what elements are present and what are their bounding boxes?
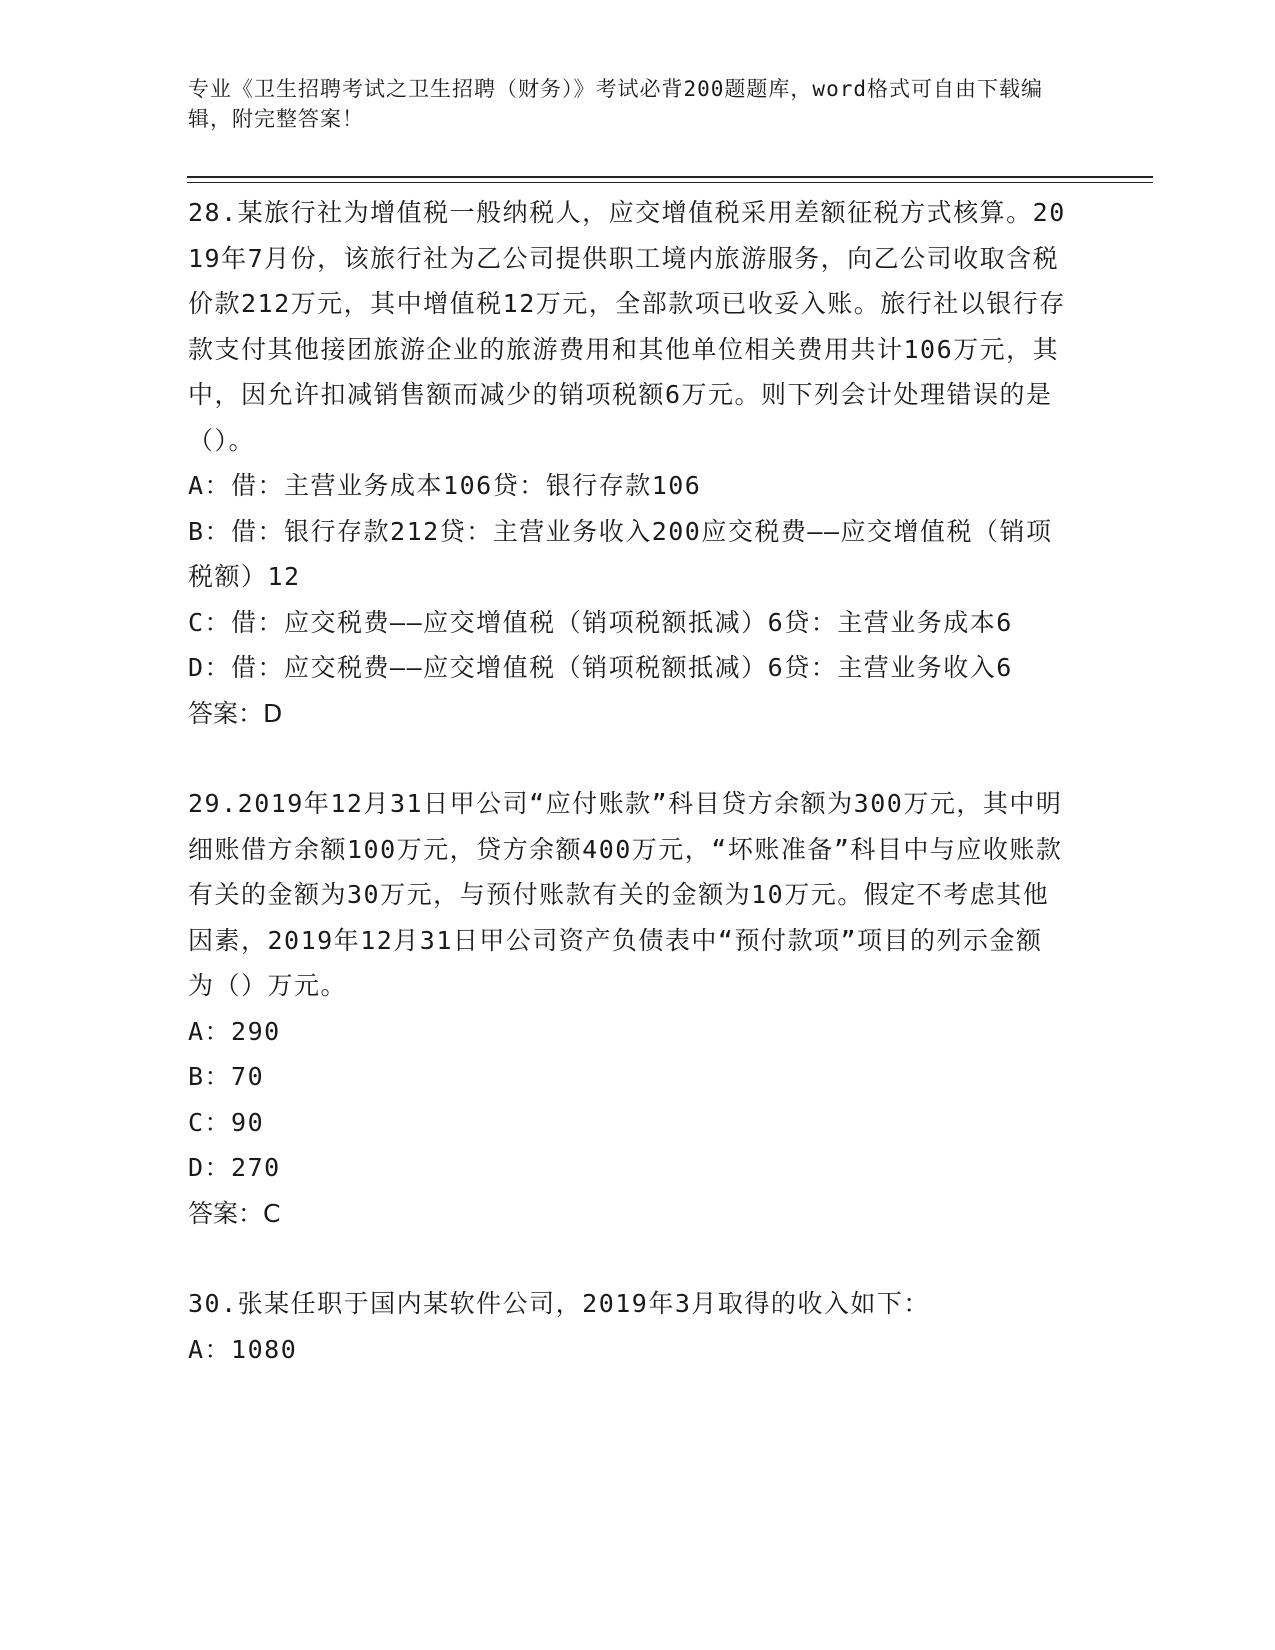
option-d: D：借：应交税费——应交增值税（销项税额抵减）6贷：主营业务收入6 (188, 653, 1013, 682)
question-spacer (188, 1236, 1068, 1281)
option-b: B：70 (188, 1062, 265, 1091)
option-a: A：1080 (188, 1334, 298, 1364)
document-header: 专业《卫生招聘考试之卫生招聘（财务）》考试必背200题题库，word格式可自由下载编辑，附完整答案！ (188, 77, 1043, 131)
option-a: A：290 (188, 1016, 281, 1046)
answer-line: 答案：C (188, 1198, 281, 1228)
question-text: 29.2019年12月31日甲公司“应付账款”科目贷方余额为300万元，其中明细账借方余额100万元，贷方余额400万元，“坏账准备”科目中与应收账款有关的金额为30万元，与预付账款有关的金额为10万元。假定不考虑其他因素，2019年12月31日甲公司资产负债表中“预付款项”项目的列示金额为（）万元。 (188, 789, 1063, 1000)
question-text: 30.张某任职于国内某软件公司，2019年3月取得的收入如下： (188, 1289, 930, 1318)
option-c: C：90 (188, 1107, 265, 1137)
option-c: C：借：应交税费——应交增值税（销项税额抵减）6贷：主营业务成本6 (188, 607, 1013, 637)
question-28 (188, 190, 1068, 736)
option-b: B：借：银行存款212贷：主营业务收入200应交税费——应交增值税（销项税额）12 (188, 516, 1053, 591)
question-30 (188, 1281, 1068, 1372)
question-text: 28.某旅行社为增值税一般纳税人，应交增值税采用差额征税方式核算。2019年7月份，该旅行社为乙公司提供职工境内旅游服务，向乙公司收取含税价款212万元，其中增值税12万元，全部款项已收妥入账。旅行社以银行存款支付其他接团旅游企业的旅游费用和其他单位相关费用共计106万元，其中，因允许扣减销售额而减少的销项税额6万元。则下列会计处理错误的是（）。 (188, 198, 1066, 455)
answer-line: 答案：D (188, 698, 283, 728)
option-d: D：270 (188, 1153, 281, 1182)
question-spacer (188, 736, 1068, 781)
option-a: A：借：主营业务成本106贷：银行存款106 (188, 471, 702, 500)
header-divider-thin (187, 182, 1153, 183)
question-29 (188, 781, 1068, 1236)
header-divider-thick (187, 176, 1153, 178)
question-list (188, 190, 1068, 1372)
